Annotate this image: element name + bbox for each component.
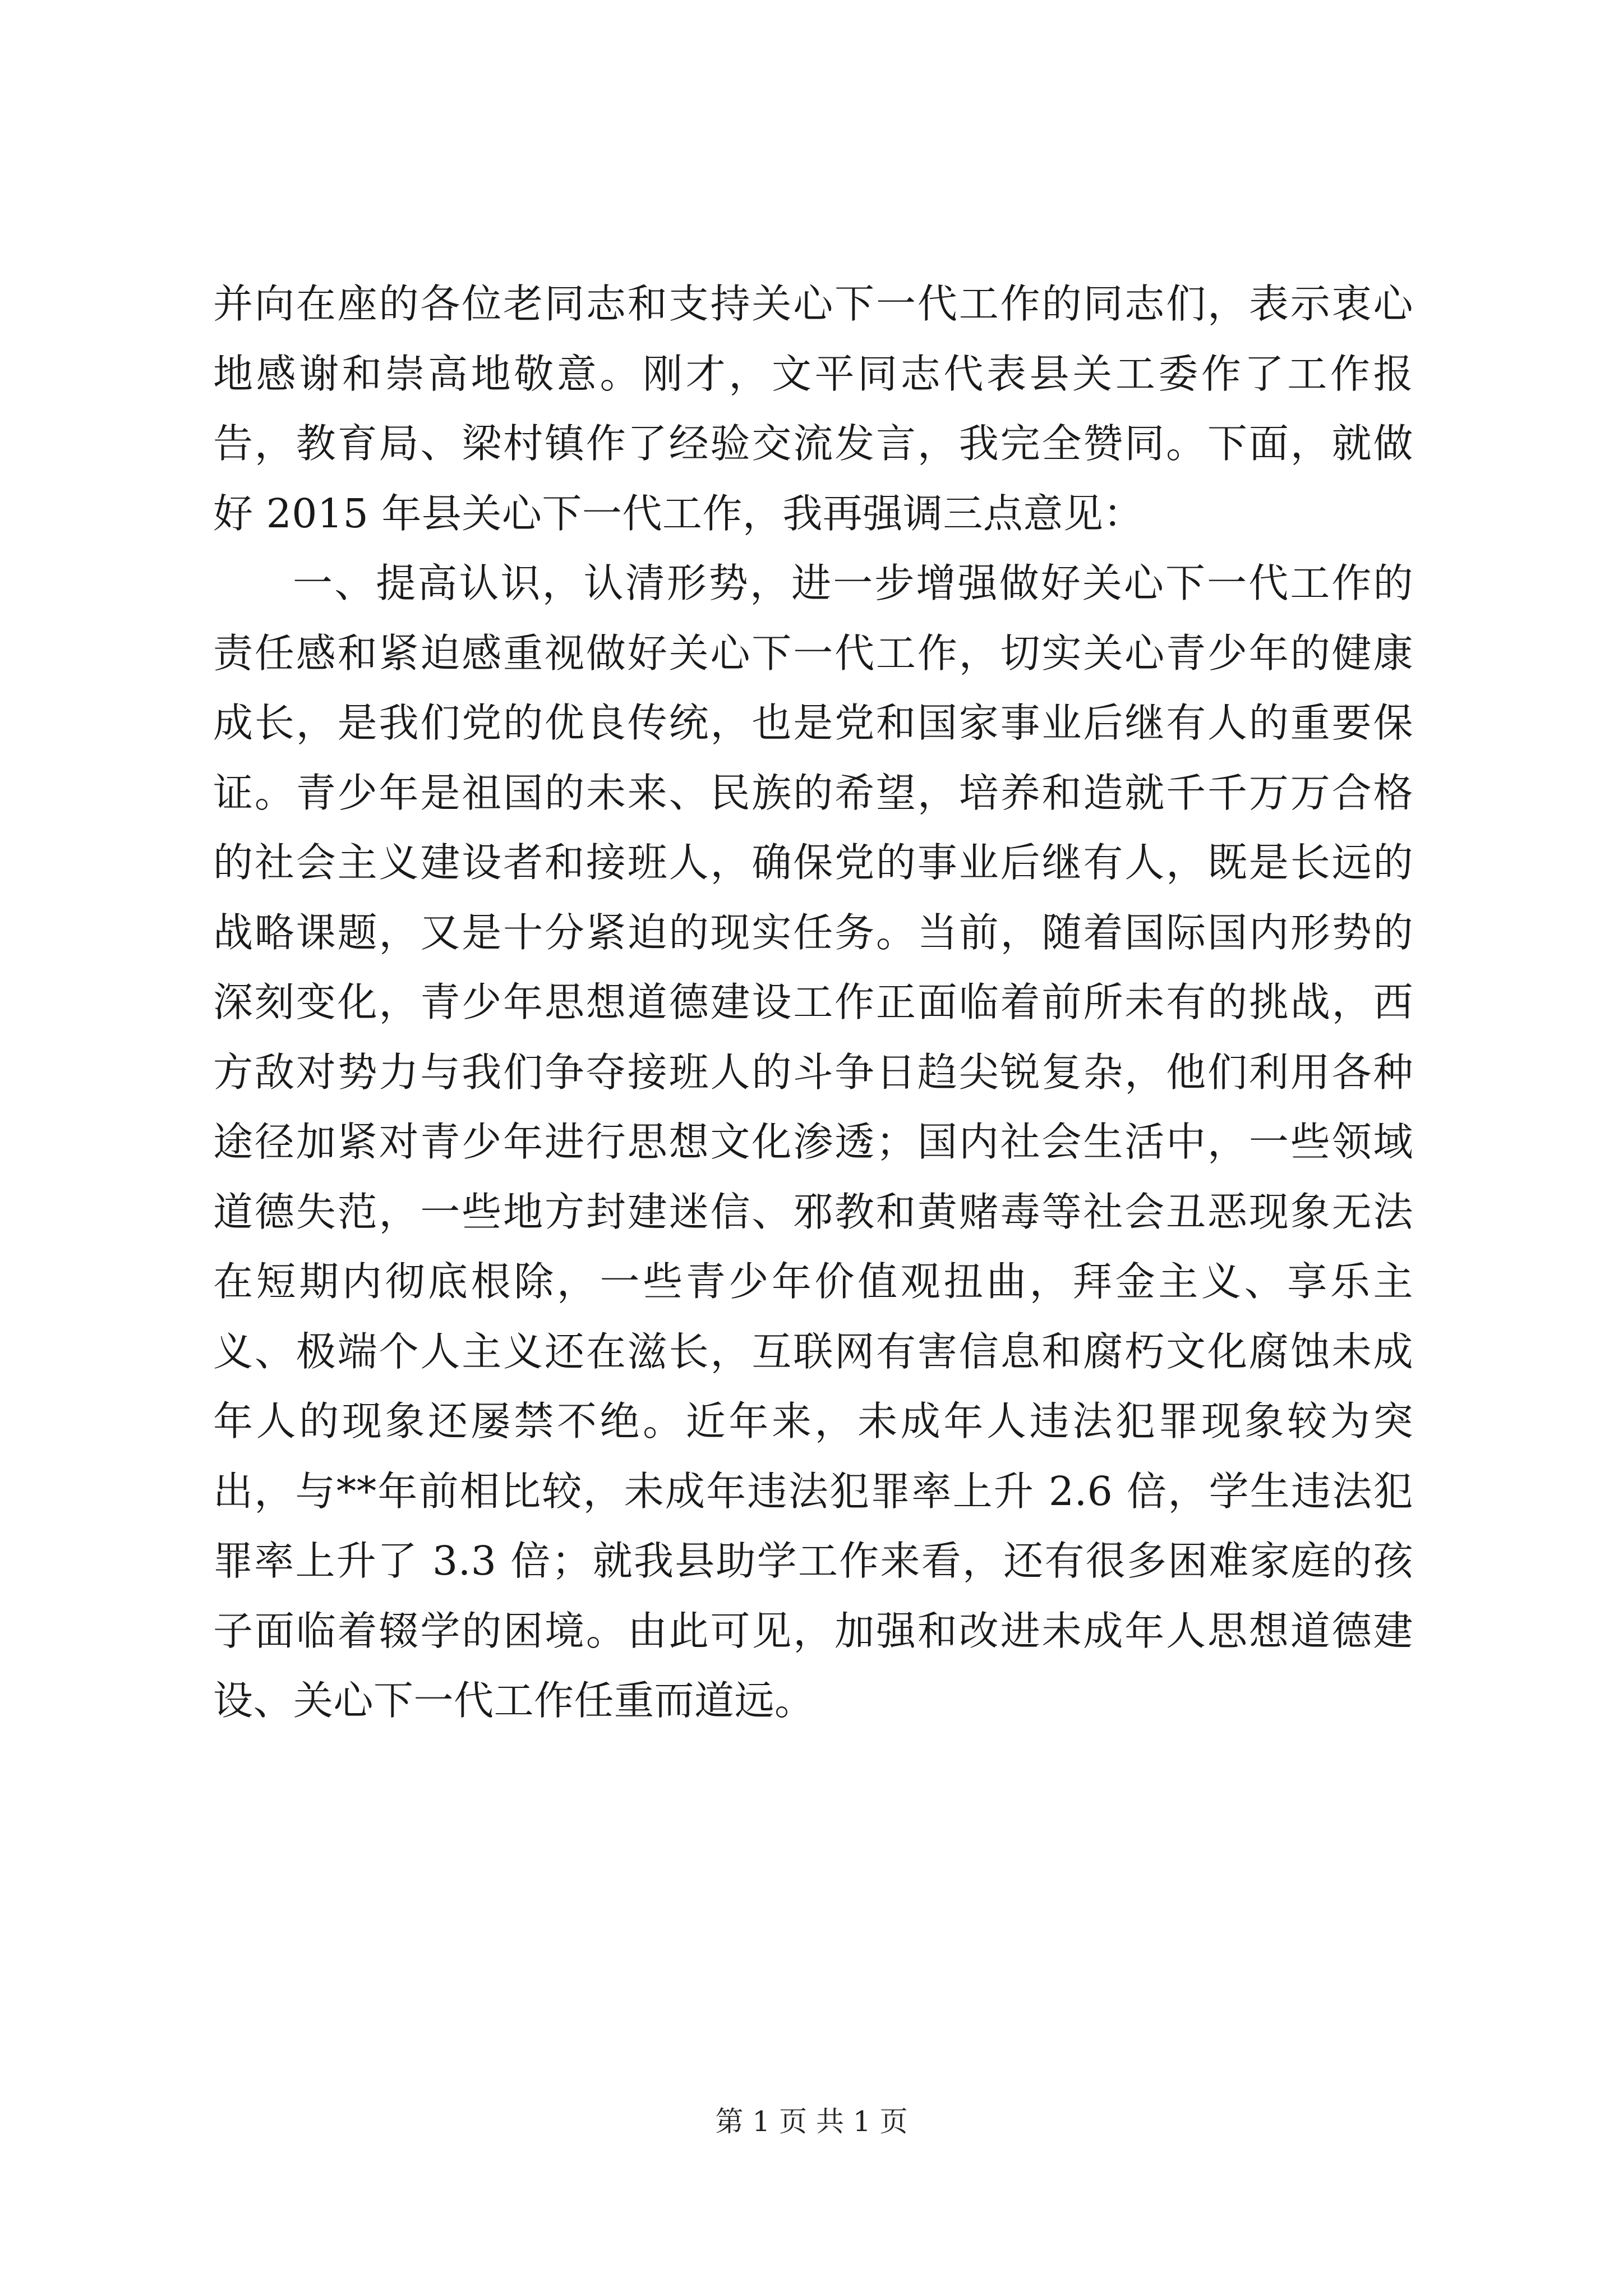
paragraph-continuation: 并向在座的各位老同志和支持关心下一代工作的同志们，表示衷心地感谢和崇高地敬意。刚才，文平同志代表县关工委作了工作报告，教育局、梁村镇作了经验交流发言，我完全赞同。下面，就做好 2015 年县关心下一代工作，我再强调三点意见： xyxy=(213,280,1413,537)
page-footer: 第 1 页 共 1 页 xyxy=(715,2105,908,2138)
document-body xyxy=(213,269,1413,1736)
paragraph-section-one: 一、提高认识，认清形势，进一步增强做好关心下一代工作的责任感和紧迫感重视做好关心下一代工作，切实关心青少年的健康成长，是我们党的优良传统，也是党和国家事业后继有人的重要保证。青少年是祖国的未来、民族的希望，培养和造就千千万万合格的社会主义建设者和接班人，确保党的事业后继有人，既是长远的战略课题，又是十分紧迫的现实任务。当前，随着国际国内形势的深刻变化，青少年思想道德建设工作正面临着前所未有的挑战，西方敌对势力与我们争夺接班人的斗争日趋尖锐复杂，他们利用各种途径加紧对青少年进行思想文化渗透；国内社会生活中，一些领域道德失范，一些地方封建迷信、邪教和黄赌毒等社会丑恶现象无法在短期内彻底根除，一些青少年价值观扭曲，拜金主义、享乐主义、极端个人主义还在滋长，互联网有害信息和腐朽文化腐蚀未成年人的现象还屡禁不绝。近年来，未成年人违法犯罪现象较为突出，与**年前相比较，未成年违法犯罪率上升 2.6 倍，学生违法犯罪率上升了 3.3 倍；就我县助学工作来看，还有很多困难家庭的孩子面临着辍学的困境。由此可见，加强和改进未成年人思想道德建设、关心下一代工作任重而道远。 xyxy=(213,560,1413,1724)
